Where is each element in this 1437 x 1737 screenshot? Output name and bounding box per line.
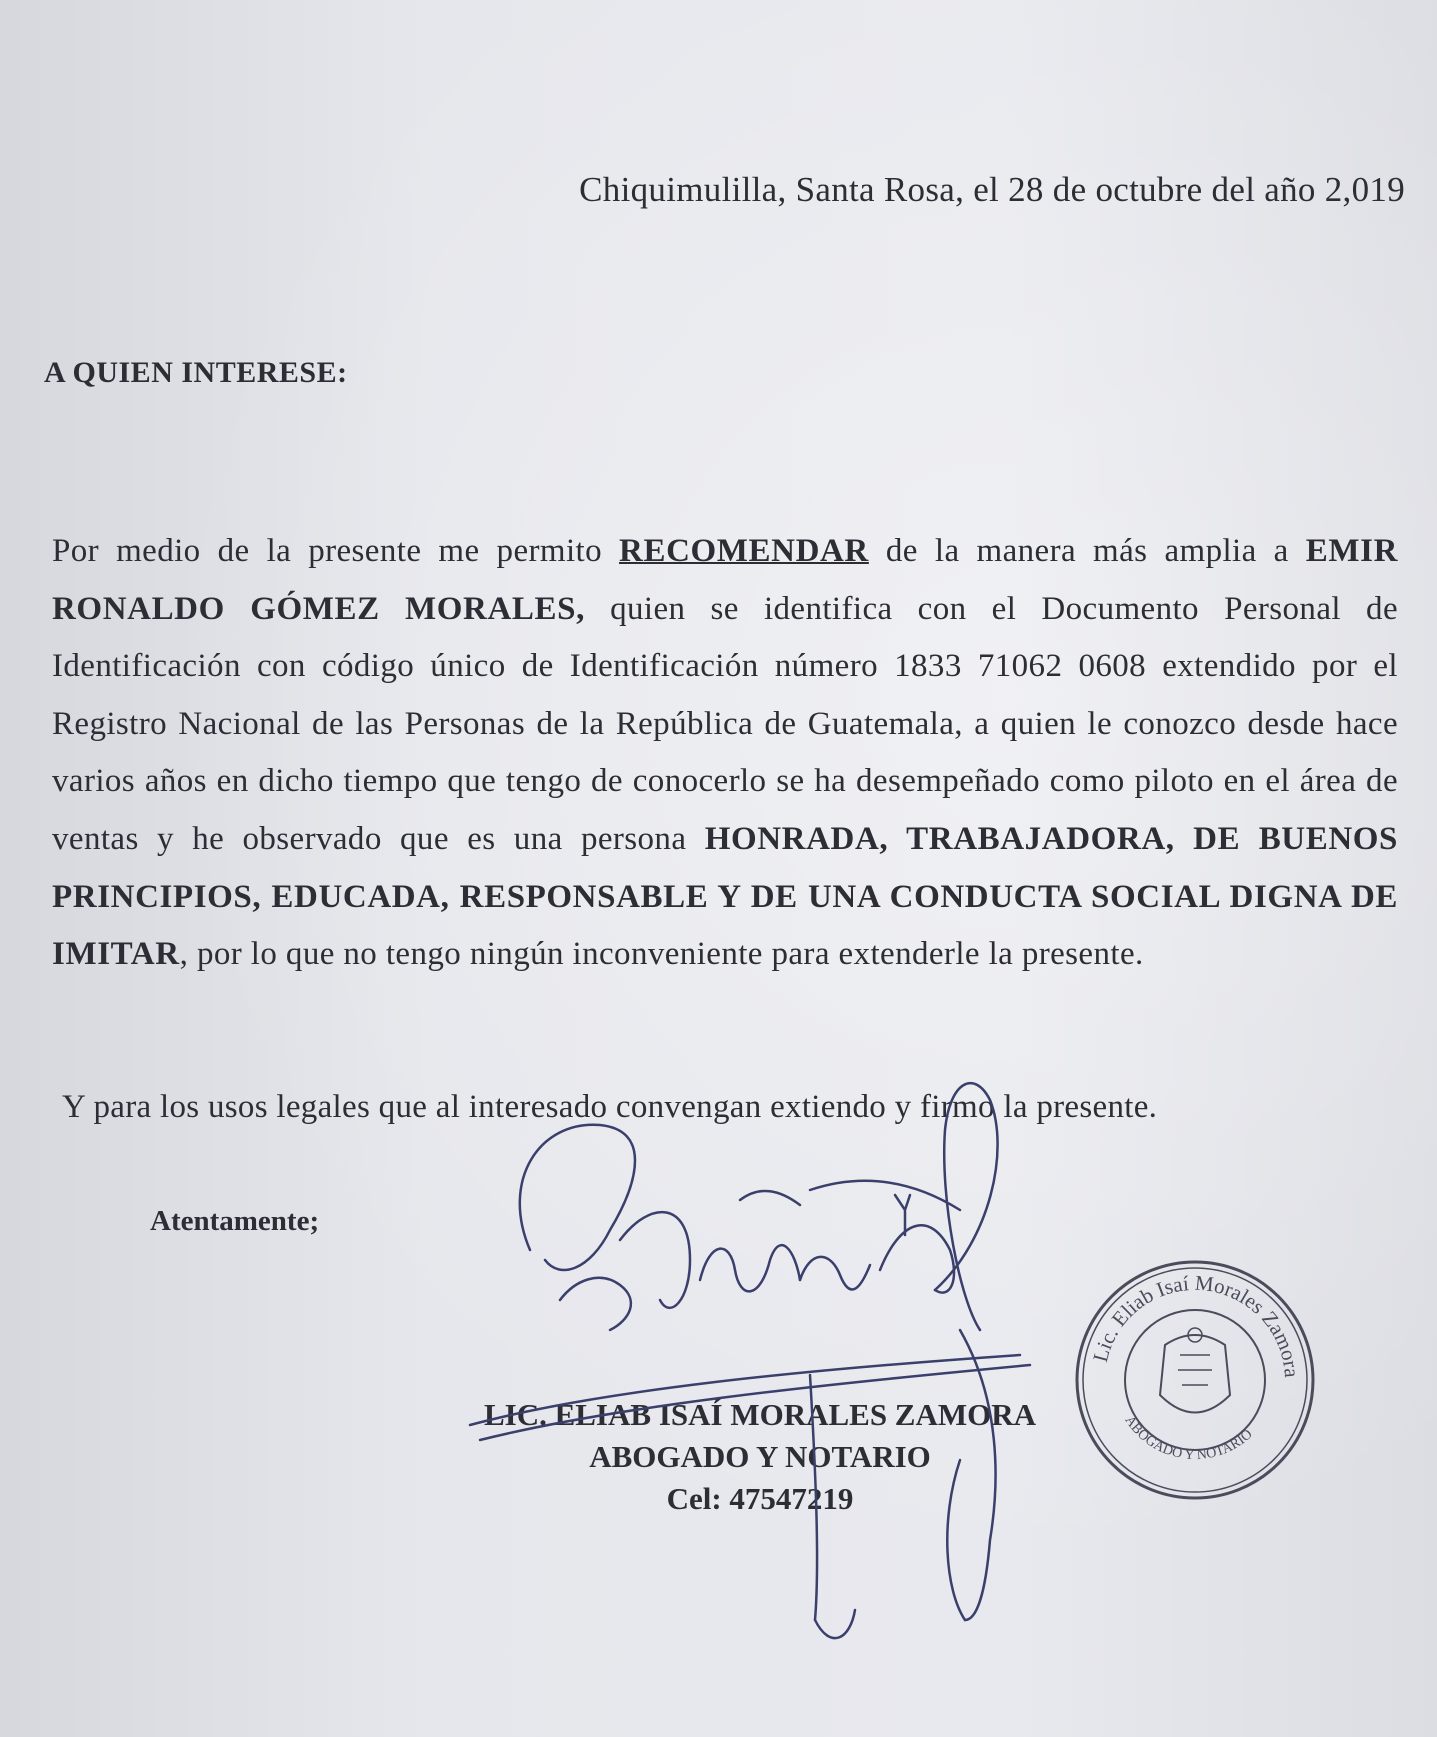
notary-seal xyxy=(1070,1255,1320,1505)
recommended-person-name: EMIR RONALDO GÓMEZ MORALES, xyxy=(52,533,1398,627)
qualities-text: HONRADA, TRABAJADORA, DE BUENOS PRINCIPIOS, EDUCADA, RESPONSABLE Y DE UNA CONDUCTA SOCIAL DIGNA DE IMITAR xyxy=(52,820,1399,973)
body-text-2: de la manera más amplia a xyxy=(868,533,1306,569)
salutation: A QUIEN INTERESE: xyxy=(44,356,348,389)
body-text-1: Por medio de la presente me permito xyxy=(52,533,620,569)
body-text-4: , por lo que no tengo ningún inconveniente para extenderle la presente. xyxy=(179,936,1144,973)
signatory-title: ABOGADO Y NOTARIO xyxy=(589,1439,931,1474)
signatory-phone: Cel: 47547219 xyxy=(666,1481,854,1516)
seal-outer-text: Lic. Eliab Isaí Morales Zamora xyxy=(1087,1270,1305,1379)
body-text-3: quien se identifica con el Documento Personal de Identificación con código único de Identificación número 1833 71062 0608 extendido por el Registro Nacional de las Personas de la República de Guatemala, a quien le conozco desde hace varios años en dicho tiempo que tengo de conocerlo se ha desempeñado como piloto en el área de ventas y he observado que es una persona xyxy=(52,590,1399,857)
signatory-block xyxy=(430,1394,1090,1520)
seal-bottom-text: ABOGADO Y NOTARIO xyxy=(1121,1413,1256,1464)
body-paragraph xyxy=(52,523,1398,984)
date-line: Chiquimulilla, Santa Rosa, el 28 de octubre del año 2,019 xyxy=(579,170,1405,209)
closing-paragraph: Y para los usos legales que al interesado convengan extiendo y firmo la presente. xyxy=(62,1089,1158,1125)
recommend-keyword: RECOMENDAR xyxy=(619,533,869,569)
sign-off: Atentamente; xyxy=(150,1205,320,1237)
signatory-name: LIC. ELIAB ISAÍ MORALES ZAMORA xyxy=(483,1397,1037,1432)
